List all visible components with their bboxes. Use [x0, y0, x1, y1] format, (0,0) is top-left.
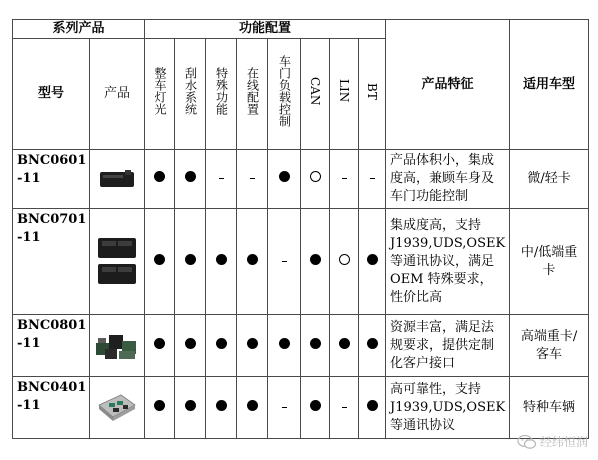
filled-circle-icon: [216, 400, 227, 411]
function-mark-cell: [268, 150, 301, 209]
function-header: 功能配置: [145, 20, 386, 39]
model-number-line: BNC0701: [17, 212, 87, 227]
filled-circle-icon: [247, 254, 258, 265]
dash-icon: [342, 407, 347, 408]
function-label: BT: [365, 82, 380, 100]
watermark-text: 经纬恒润: [539, 435, 588, 449]
dash-icon: [250, 178, 255, 179]
filled-circle-icon: [279, 338, 290, 349]
feature-line: 度高，兼顾车身及: [390, 171, 495, 186]
model-number-line: BNC0401: [17, 380, 87, 395]
function-label: 特殊功能: [214, 67, 229, 115]
series-header: 系列产品: [13, 20, 145, 39]
function-mark-cell: [330, 150, 359, 209]
model-number-line: -11: [17, 171, 41, 186]
model-number-line: BNC0801: [17, 318, 87, 333]
model-cell: [13, 150, 90, 209]
function-mark-cell: [359, 315, 386, 377]
model-number-line: BNC0601: [17, 153, 87, 168]
filled-circle-icon: [339, 338, 350, 349]
filled-circle-icon: [185, 171, 196, 182]
function-label: LIN: [337, 79, 352, 103]
dash-icon: [219, 178, 224, 179]
function-col-header: [206, 39, 237, 150]
controller-board-connectors-image: [95, 391, 139, 425]
feature-line: OEM 特殊要求，: [390, 271, 493, 287]
hollow-circle-icon: [339, 254, 350, 265]
filled-circle-icon: [367, 254, 378, 265]
feature-line: 性价比高: [390, 289, 443, 305]
filled-circle-icon: [367, 400, 378, 411]
function-mark-cell: [145, 315, 175, 377]
function-mark-cell: [237, 209, 268, 315]
feature-line: 高可靠性，支持: [390, 381, 482, 397]
feature-line: 集成度高，支持: [390, 217, 482, 233]
header-row-group: [13, 20, 589, 39]
function-col-header: [145, 39, 175, 150]
vehicle-line: 客车: [536, 346, 563, 362]
feature-line: 等通讯协议: [390, 417, 456, 433]
function-mark-cell: [301, 315, 330, 377]
controller-box-pair-image: [94, 235, 140, 289]
filled-circle-icon: [154, 338, 165, 349]
dash-icon: [282, 407, 287, 408]
feature-line: 产品体积小，集成: [390, 153, 495, 168]
function-mark-cell: [359, 209, 386, 315]
function-mark-cell: [237, 150, 268, 209]
function-label: 整车灯光: [153, 67, 168, 115]
function-mark-cell: [301, 209, 330, 315]
function-mark-cell: [301, 377, 330, 439]
table-row: [13, 377, 589, 439]
vehicle-line: 卡: [542, 262, 556, 278]
feature-line: 资源丰富，满足法: [390, 319, 495, 335]
filled-circle-icon: [185, 338, 196, 349]
controller-box-small-image: [97, 168, 137, 190]
function-label: 刮水系统: [183, 67, 198, 115]
model-cell: [13, 377, 90, 439]
vehicle-header: 适用车型: [510, 20, 589, 150]
function-label: 在线配置: [245, 67, 260, 115]
function-mark-cell: [206, 150, 237, 209]
filled-circle-icon: [310, 338, 321, 349]
filled-circle-icon: [154, 400, 165, 411]
filled-circle-icon: [216, 338, 227, 349]
function-col-header: [330, 39, 359, 150]
function-col-header: [359, 39, 386, 150]
filled-circle-icon: [185, 254, 196, 265]
function-mark-cell: [359, 377, 386, 439]
function-mark-cell: [330, 315, 359, 377]
watermark: [517, 433, 588, 450]
product-header: 产品: [90, 39, 145, 150]
function-col-header: [237, 39, 268, 150]
product-image-cell: [90, 150, 145, 209]
table-row: [13, 315, 589, 377]
vehicle-cell: [510, 150, 589, 209]
feature-line: J1939,UDS,OSEK: [390, 399, 506, 415]
product-spec-table: [12, 19, 589, 439]
dash-icon: [342, 178, 347, 179]
feature-line: 等通讯协议，满足: [390, 253, 495, 269]
data-rows: [13, 150, 589, 439]
model-cell: [13, 315, 90, 377]
controller-module-cluster-image: [93, 329, 141, 363]
feature-line: 车门功能控制: [390, 189, 469, 204]
filled-circle-icon: [310, 254, 321, 265]
product-image-cell: [90, 209, 145, 315]
table-row: [13, 209, 589, 315]
function-mark-cell: [237, 377, 268, 439]
function-mark-cell: [175, 377, 206, 439]
table-row: [13, 150, 589, 209]
product-image-cell: [90, 377, 145, 439]
vehicle-line: 微/轻卡: [527, 171, 571, 186]
function-mark-cell: [145, 150, 175, 209]
function-mark-cell: [175, 150, 206, 209]
product-image-cell: [90, 315, 145, 377]
wechat-icon: [517, 434, 537, 450]
features-header: 产品特征: [386, 20, 510, 150]
function-mark-cell: [237, 315, 268, 377]
filled-circle-icon: [367, 338, 378, 349]
function-col-header: [301, 39, 330, 150]
function-mark-cell: [175, 315, 206, 377]
filled-circle-icon: [247, 338, 258, 349]
feature-line: 规要求，提供定制: [390, 337, 495, 353]
function-mark-cell: [268, 315, 301, 377]
filled-circle-icon: [154, 254, 165, 265]
function-mark-cell: [145, 377, 175, 439]
feature-line: J1939,UDS,OSEK: [390, 235, 506, 251]
vehicle-line: 高端重卡/: [520, 328, 578, 344]
vehicle-line: 中/低端重: [520, 244, 578, 260]
function-col-header: [268, 39, 301, 150]
hollow-circle-icon: [310, 171, 321, 182]
model-header: 型号: [13, 39, 90, 150]
filled-circle-icon: [185, 400, 196, 411]
function-mark-cell: [301, 150, 330, 209]
vehicle-line: 特种车辆: [523, 399, 576, 415]
filled-circle-icon: [279, 171, 290, 182]
feature-cell: [386, 377, 510, 439]
vehicle-cell: [510, 377, 589, 439]
model-number-line: -11: [17, 398, 41, 413]
dash-icon: [370, 178, 375, 179]
function-mark-cell: [268, 377, 301, 439]
model-number-line: -11: [17, 230, 41, 245]
filled-circle-icon: [154, 171, 165, 182]
function-mark-cell: [268, 209, 301, 315]
filled-circle-icon: [310, 400, 321, 411]
function-mark-cell: [206, 315, 237, 377]
vehicle-cell: [510, 209, 589, 315]
feature-cell: [386, 209, 510, 315]
function-mark-cell: [206, 209, 237, 315]
dash-icon: [282, 261, 287, 262]
feature-cell: [386, 150, 510, 209]
function-mark-cell: [330, 377, 359, 439]
feature-cell: [386, 315, 510, 377]
function-mark-cell: [359, 150, 386, 209]
model-cell: [13, 209, 90, 315]
function-mark-cell: [175, 209, 206, 315]
model-number-line: -11: [17, 336, 41, 351]
function-label: 车门负载控制: [277, 55, 292, 127]
vehicle-cell: [510, 315, 589, 377]
function-col-header: [175, 39, 206, 150]
function-mark-cell: [145, 209, 175, 315]
filled-circle-icon: [216, 254, 227, 265]
feature-line: 化客户接口: [390, 355, 456, 371]
function-label: CAN: [308, 76, 323, 106]
function-mark-cell: [330, 209, 359, 315]
function-mark-cell: [206, 377, 237, 439]
filled-circle-icon: [247, 400, 258, 411]
